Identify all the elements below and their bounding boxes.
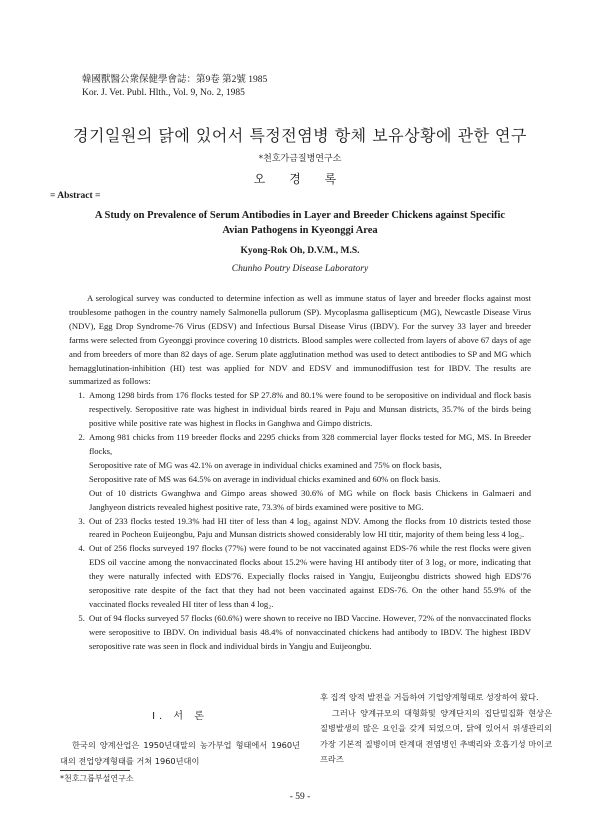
affiliation-korean: *천호가금질병연구소 (258, 154, 342, 164)
footnote: *천호그룹부설연구소 (60, 774, 134, 783)
footnote-divider (60, 770, 130, 771)
page-number: - 59 - (289, 792, 311, 802)
paper-title-korean: 경기일원의 닭에 있어서 특정전염병 항체 보유상황에 관한 연구 (73, 126, 527, 145)
title-english-line-1: A Study on Prevalence of Serum Antibodies in Layer and Breeder Chickens against Specific (94, 210, 506, 221)
title-english-line-2: Avian Pathogens in Kyeonggi Area (222, 225, 378, 236)
result-item-5: 5. Out of 94 flocks surveyed 57 flocks (60.6%) were shown to receive no IBD Vaccine. However, 72% of the nonvaccinated flocks were seropositive to IBDV. On individual basis 48.4% of nonvaccinated chickens had antibody to IBDV. The highest IBDV seropositive rate was seen in flock and individual birds in Yangju and Euijeongbu. (87, 612, 531, 654)
introduction-text-left: 한국의 양계산업은 1950년대말의 농가부업 형태에서 1960년대의 전업양계형태를 거쳐 1960년대이 (60, 740, 300, 766)
result-item-2-mg: Seropositive rate of MG was 42.1% on average in individual chicks examined and 75% on flock basis, (89, 459, 442, 470)
result-item-4: 4. Out of 256 flocks surveyed 197 flocks (77%) were found to be not vaccinated against EDS-76 while the rest flocks were given EDS oil vaccine among the nonvaccinated flocks about 15.2% were having HI antibody titer of 3 log₂ or more, indicating that they were naturally infected with EDS'76. Expecially flocks raised in Yangju, Euijeongbu districts showed high EDS'76 seropositive rate despite of the fact that they had not been vaccinated against EDS-76. On the other hand 55.9% of the vaccinated flocks revealed HI titer of less than 4 log₂. (87, 542, 531, 612)
introduction-text-right-2: 그러나 양계규모의 대형화및 양계단지의 집단밀집화 현상은 질병발생의 많은 요인을 갖게 되었으며, 닭에 있어서 위생관리의 가장 기본적 질병이며 란계대 전염병인 추백리와 호흡기성 마이코프라즈 (320, 707, 552, 764)
abstract-heading: = Abstract = (50, 191, 101, 201)
result-item-2-districts: Out of 10 districts Gwanghwa and Gimpo areas showed 30.6% of MG while on flock basis Chickens in Galmaeri and Janghyeon districts revealed highest positive rate, 73.3% of birds examined were positive to MG. (89, 487, 531, 512)
introduction-text-right-1: 후 집적 양적 발전을 거듭하여 기업양계형태로 성장하여 왔다. (320, 692, 539, 702)
section-heading-introduction: I. 서 론 (152, 711, 208, 722)
journal-citation-english: Kor. J. Vet. Publ. Hlth., Vol. 9, No. 2, 1985 (82, 88, 245, 98)
affiliation-english: Chunho Poutry Disease Laboratory (231, 264, 369, 274)
abstract-intro: A serological survey was conducted to determine infection as well as immune status of layer and breeder flocks against most troublesome pathogen in the country namely Salmonella pullorum (SP). Mycoplasma gallisepticum (MG), Newcastle Disease Virus (NDV), Egg Drop Syndrome-76 Virus (EDSV) and Infectious Bursal Disease Virus (IBDV). For the survey 33 layer and breeder farms were selected from Gyeonggi province covering 10 districts. Blood samples were collected from layers of above 67 days of age and from breeders of more than 82 days of age. Serum plate agglutination method was used to detect antibodies to SP and MG which hemagglutination-inhibition (HI) test was applied for NDV and EDSV and immunodiffusion test for IBDV. The results are summarized as follows: (69, 293, 531, 387)
results-list (69, 389, 531, 653)
author-korean: 오 경 록 (253, 172, 347, 186)
result-item-1: 1. Among 1298 birds from 176 flocks tested for SP 27.8% and 80.1% were found to be seropositive on individual and flock basis respectively. Seropositive rate was highest in individual birds reared in Paju and Munsan districts, 35.7% of the birds being positive while positive rate was highest in flocks in Ganghwa and Gimpo districts. (87, 389, 531, 431)
author-english: Kyong-Rok Oh, D.V.M., M.S. (240, 246, 360, 256)
result-item-2 (87, 431, 531, 514)
journal-citation-korean: 韓國獸醫公衆保健學會誌：第9卷 第2號 1985 (82, 75, 268, 85)
result-item-3: 3. Out of 233 flocks tested 19.3% had HI titer of less than 4 log₂ against NDV. Among the flocks from 10 districts tested those reared in Pocheon Euijeongbu, Paju and Munsan districts showed considerably low HI titir, majority of them being less 4 log₂. (87, 515, 531, 543)
result-item-2-ms: Seropositive rate of MS was 64.5% on average in individual chicks examined and 60% on flock basis. (89, 473, 441, 484)
journal-header (82, 74, 267, 100)
abstract-body (69, 292, 531, 654)
right-column (320, 690, 552, 768)
left-column (60, 693, 300, 784)
result-item-2-intro: 2. Among 981 chicks from 119 breeder flocks and 2295 chicks from 328 commercial layer flocks tested for MG, MS. In Breeder flocks, (89, 432, 531, 456)
paper-title-english (40, 208, 560, 238)
